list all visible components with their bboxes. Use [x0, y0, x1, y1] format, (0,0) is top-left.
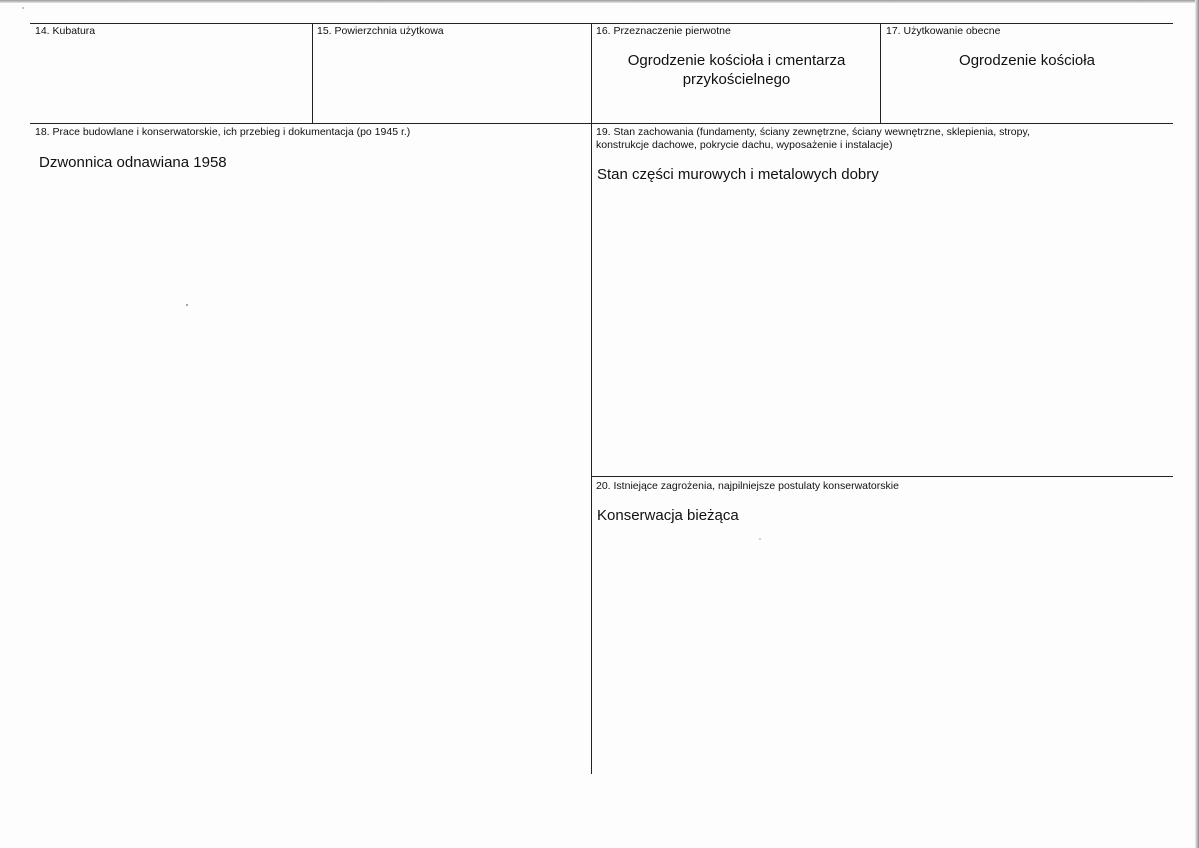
field-14-label: 14. Kubatura	[35, 25, 96, 37]
field-17-label: 17. Użytkowanie obecne	[886, 25, 1001, 37]
top-rule	[30, 23, 1173, 24]
field-16-value	[593, 51, 880, 89]
scan-edge-right	[1195, 0, 1199, 848]
field-17-value: Ogrodzenie kościoła	[959, 52, 1095, 69]
field-20-label: 20. Istniejące zagrożenia, najpilniejsze postulaty konserwatorskie	[596, 480, 899, 492]
field-15-label: 15. Powierzchnia użytkowa	[317, 25, 444, 37]
scan-speck	[759, 538, 761, 540]
field-19-value: Stan części murowych i metalowych dobry	[597, 166, 879, 183]
field-18-value: Dzwonnica odnawiana 1958	[39, 154, 227, 171]
field-20-value: Konserwacja bieżąca	[597, 507, 739, 524]
scan-speck	[22, 7, 24, 9]
row1-bottom-rule	[30, 123, 1173, 124]
divider-16-17	[880, 23, 881, 123]
scan-speck	[186, 304, 188, 306]
divider-14-15	[312, 23, 313, 123]
divider-18-19	[591, 123, 592, 774]
field-16-value-line1: Ogrodzenie kościoła i cmentarza	[627, 52, 846, 69]
field-20-top-rule	[591, 476, 1173, 477]
field-16-value-line2: przykościelnego	[682, 71, 791, 88]
field-18-label: 18. Prace budowlane i konserwatorskie, ich przebieg i dokumentacja (po 1945 r.)	[35, 126, 411, 138]
field-19-label-line2: konstrukcje dachowe, pokrycie dachu, wyposażenie i instalacje)	[596, 139, 893, 151]
scan-edge-top	[0, 0, 1199, 3]
field-19-label-line1: 19. Stan zachowania (fundamenty, ściany zewnętrzne, ściany wewnętrzne, sklepienia, stropy,	[596, 126, 1030, 138]
field-16-label: 16. Przeznaczenie pierwotne	[596, 25, 731, 37]
divider-15-16	[591, 23, 592, 123]
